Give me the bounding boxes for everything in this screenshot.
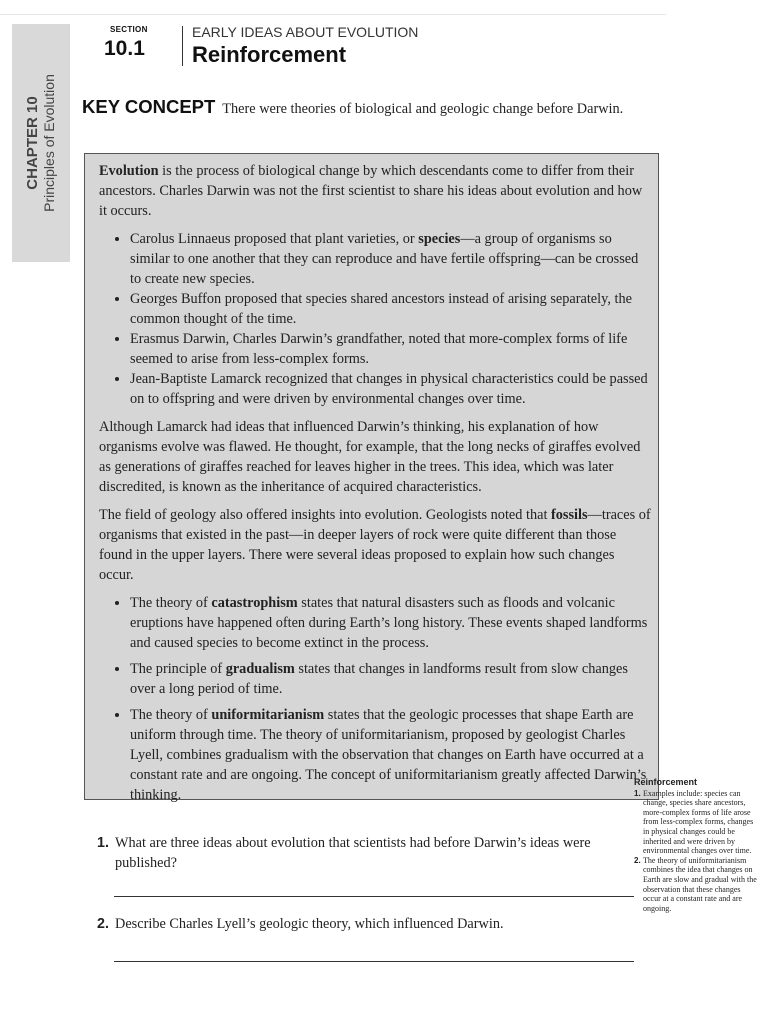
question-text: Describe Charles Lyell’s geologic theory, which influenced Darwin. [115,916,504,932]
answer-key-item: 1. Examples include: species can change, species share ancestors, more-complex forms of life arose from less-complex forms, changes in physical changes could be inherited and were driven by environmental changes over time. [634,788,754,856]
list-item: • Jean-Baptiste Lamarck recognized that changes in physical characteristics could be passed on to offspring and were driven by environmental changes over time. [130,369,652,409]
list-item: • Carolus Linnaeus proposed that plant varieties, or species—a group of organisms so similar to one another that they can reproduce and have fertile offspring—can be crossed to create new species. [130,229,652,289]
key-concept [82,97,642,119]
list-item: • The principle of gradualism states that changes in landforms result from slow changes over a long period of time. [130,659,652,699]
question-1 [97,833,637,873]
key-concept-label: KEY CONCEPT [82,96,216,117]
scientists-list [99,229,652,409]
answer-key-item: 2. The theory of uniformitarianism combines the idea that changes on Earth are slow and gradual with the observation that these changes occur at a constant rate and are ongoing. [634,855,757,913]
page-title: Reinforcement [192,42,347,67]
answer-key-title: Reinforcement [634,777,698,787]
list-item: • The theory of uniformitarianism states that the geologic processes that shape Earth are uniform through time. The theory of uniformitarianism, proposed by geologist Charles Lyell, combines gradualism with the observation that changes on Earth have occurred at a constant rate and are ongoing. The concept of uniformitarianism greatly affected Darwin’s thinking. [130,705,652,805]
question-number: 2. [97,916,109,932]
term-fossils: fossils [551,507,588,523]
geology-theories-list [99,593,652,805]
chapter-label [25,74,57,212]
section-number: 10.1 [104,37,145,60]
answer-line-2[interactable] [114,961,634,962]
paragraph-evolution: Evolution is the process of biological change by which descendants come to differ from their ancestors. Charles Darwin was not the first scientist to share his ideas about evolution and how it occurs. [99,163,643,219]
answer-key [634,778,758,913]
top-rule [0,14,666,15]
list-item: • Erasmus Darwin, Charles Darwin’s grandfather, noted that more-complex forms of life seemed to arise from less-complex forms. [130,329,652,369]
question-number: 1. [97,835,109,851]
chapter-number: CHAPTER 10 [24,96,41,190]
paragraph-lamarck: Although Lamarck had ideas that influenced Darwin’s thinking, his explanation of how organisms evolve was flawed. He thought, for example, that the long necks of giraffes evolved as generations of giraffes reached for leaves higher in the trees. This idea, which was later discredited, is known as the inheritance of acquired characteristics. [99,419,641,495]
term-evolution: Evolution [99,163,159,179]
list-item: • The theory of catastrophism states that natural disasters such as floods and volcanic eruptions have happened often during Earth’s long history. These events shaped landforms and caused species to become extinct in the process. [130,593,652,653]
answer-line-1[interactable] [114,896,634,897]
reading-box [84,153,659,803]
list-item: • Georges Buffon proposed that species shared ancestors instead of arising separately, the common thought of the time. [130,289,652,329]
section-divider [182,26,183,66]
section-label: SECTION [110,25,148,34]
chapter-title: Principles of Evolution [41,74,57,212]
key-concept-text: There were theories of biological and geologic change before Darwin. [222,101,624,117]
paragraph-geology: The field of geology also offered insights into evolution. Geologists noted that fossils—traces of organisms that existed in the past—in deeper layers of rock were quite different than those found in the upper layers. There were several ideas proposed to explain how such changes occur. [99,507,651,583]
question-text: What are three ideas about evolution that scientists had before Darwin’s ideas were published? [115,835,591,871]
section-supertitle: EARLY IDEAS ABOUT EVOLUTION [192,24,419,40]
question-2 [97,914,637,934]
